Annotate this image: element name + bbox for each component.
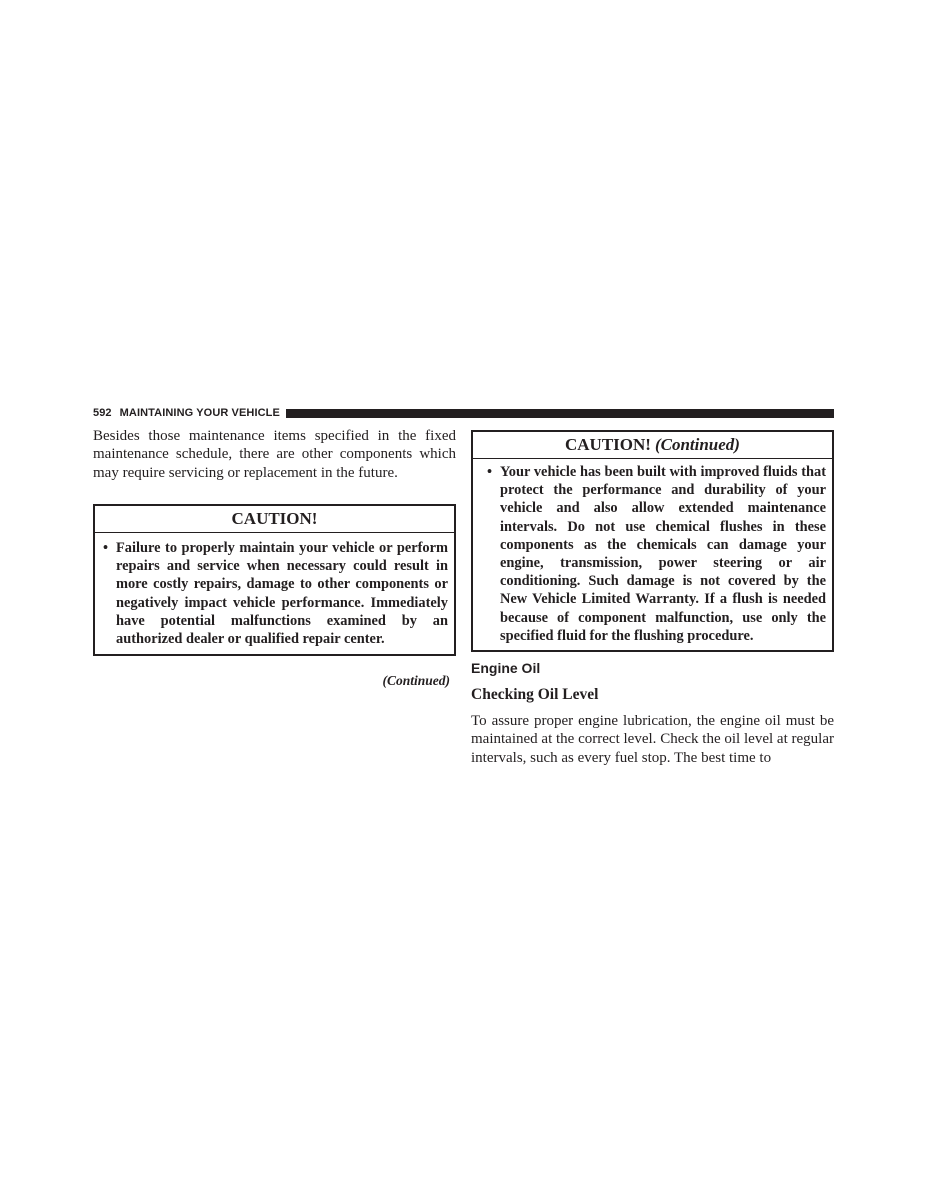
section-title: MAINTAINING YOUR VEHICLE — [119, 407, 280, 419]
caution-bullet-text: Failure to properly maintain your vehicle or perform repairs and service when necessary could result in more costly repairs, damage to other components or negatively impact vehicle performance. Immediately have potential malfunctions examined by an authorized dealer or qualified repair center. — [116, 539, 448, 647]
caution-title — [95, 506, 454, 533]
caution-continued-bullet-text: Your vehicle has been built with improved fluids that protect the performance and durability of your vehicle and also allow extended maintenance intervals. Do not use chemical flushes in these components as the chemicals can damage your engine, transmission, power steering or air conditioning. Such damage is not covered by the New Vehicle Limited Warranty. If a flush is needed because of component malfunction, use only the specified fluid for the flushing procedure. — [500, 464, 826, 644]
caution-continued-title-text: CAUTION! — [565, 435, 651, 454]
caution-continued-box — [471, 430, 834, 652]
left-column — [93, 427, 456, 689]
bullet-glyph: • — [103, 539, 109, 556]
header-rule — [286, 409, 834, 418]
bullet-glyph: • — [487, 464, 493, 480]
caution-title-text: CAUTION! — [231, 508, 318, 528]
caution-continued-bullet-item — [481, 463, 826, 645]
caution-continued-suffix: (Continued) — [654, 435, 740, 454]
continued-label: (Continued) — [382, 673, 450, 689]
caution-continued-title — [473, 432, 832, 459]
checking-oil-heading: Checking Oil Level — [471, 686, 599, 704]
engine-oil-heading: Engine Oil — [471, 660, 541, 677]
caution-box — [93, 504, 456, 656]
right-column — [471, 430, 834, 767]
caution-continued-body — [473, 459, 832, 650]
page-header — [93, 405, 834, 421]
checking-oil-paragraph: To assure proper engine lubrication, the engine oil must be maintained at the correct level. Check the oil level at regular intervals, such as every fuel stop. The best time to — [471, 713, 834, 766]
caution-bullet-item — [103, 539, 448, 648]
intro-paragraph: Besides those maintenance items specified in the fixed maintenance schedule, there are other components which may require servicing or replacement in the future. — [93, 428, 456, 481]
page-number: 592 — [93, 407, 112, 419]
caution-body — [95, 533, 454, 654]
